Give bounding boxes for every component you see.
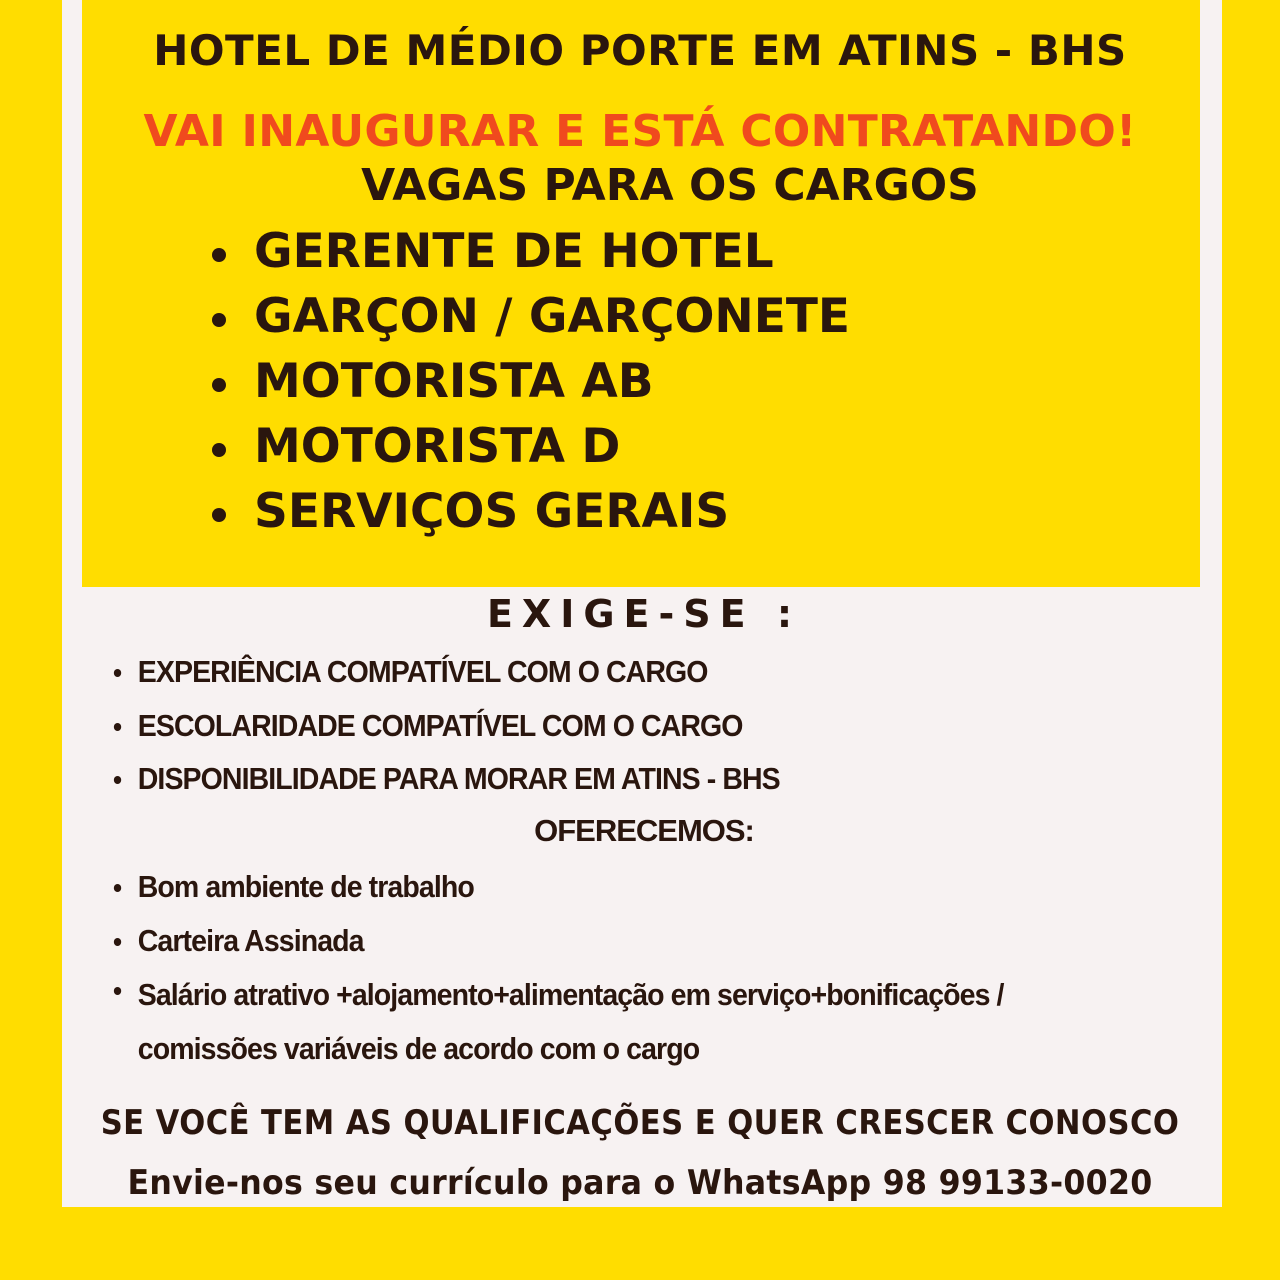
job-item: MOTORISTA AB	[210, 352, 850, 417]
requirement-item: ESCOLARIDADE COMPATÍVEL COM O CARGO	[112, 704, 780, 758]
job-item: SERVIÇOS GERAIS	[210, 482, 850, 547]
job-item: MOTORISTA D	[210, 417, 850, 482]
requirements-list	[112, 650, 838, 811]
benefits-list	[112, 865, 1180, 1080]
job-item: GARÇON / GARÇONETE	[210, 287, 850, 352]
requirement-item: DISPONIBILIDADE PARA MORAR EM ATINS - BHS	[112, 757, 780, 811]
benefit-item: Carteira Assinada	[112, 919, 1095, 973]
contact-line: Envie-nos seu currículo para o WhatsApp 98 99133-0020	[127, 1163, 1153, 1203]
job-item: GERENTE DE HOTEL	[210, 222, 850, 287]
benefit-item: Salário atrativo +alojamento+alimentação em serviço+bonificações / comissões variáveis de acordo com o cargo	[112, 968, 1095, 1076]
hiring-subtitle: VAI INAUGURAR E ESTÁ CONTRATANDO!	[143, 106, 1137, 157]
page-title: HOTEL DE MÉDIO PORTE EM ATINS - BHS	[153, 26, 1127, 75]
benefits-heading: OFERECEMOS:	[534, 813, 754, 848]
job-list	[210, 222, 850, 547]
call-to-action: SE VOCÊ TEM AS QUALIFICAÇÕES E QUER CRESCER CONOSCO	[100, 1103, 1180, 1143]
vagas-heading: VAGAS PARA OS CARGOS	[361, 160, 979, 211]
benefit-item: Bom ambiente de trabalho	[112, 865, 1095, 919]
requirement-item: EXPERIÊNCIA COMPATÍVEL COM O CARGO	[112, 650, 780, 704]
requirements-heading: EXIGE-SE :	[486, 592, 802, 636]
